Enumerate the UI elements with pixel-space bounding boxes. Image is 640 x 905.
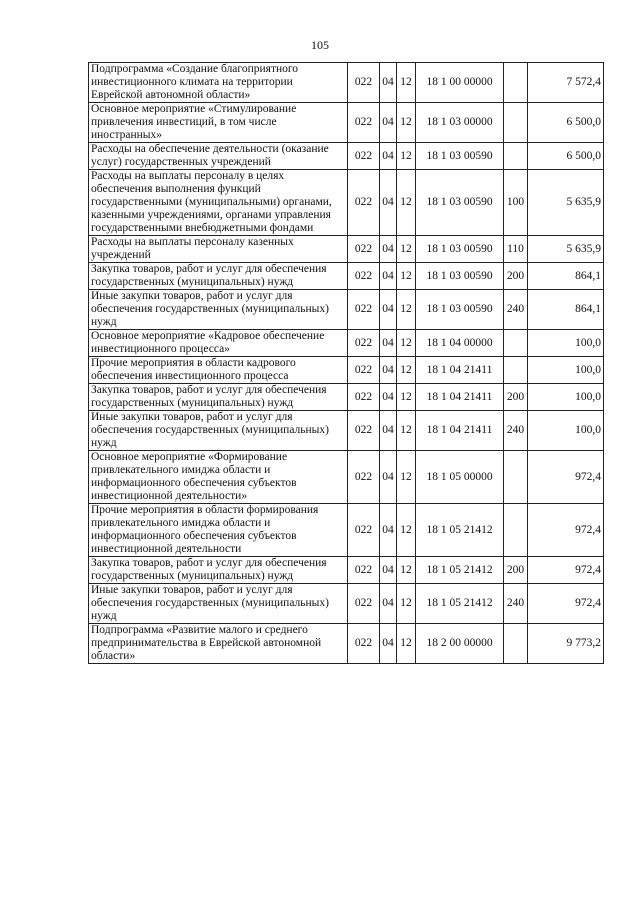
table-row [89, 584, 604, 624]
subsection-code-cell: 12 [397, 330, 416, 357]
expense-name-cell: Иные закупки товаров, работ и услуг для обеспечения государственных (муниципальных) нужд [89, 411, 348, 451]
expense-name-cell: Расходы на выплаты персоналу казенных учреждений [89, 236, 348, 263]
subsection-code-cell: 12 [397, 411, 416, 451]
expense-type-cell: 100 [504, 170, 528, 236]
expense-type-cell [504, 143, 528, 170]
expense-type-cell [504, 624, 528, 664]
table-row [89, 63, 604, 103]
expense-name-cell: Иные закупки товаров, работ и услуг для обеспечения государственных (муниципальных) нужд [89, 584, 348, 624]
subsection-code-cell: 12 [397, 63, 416, 103]
ministry-code-cell: 022 [348, 557, 380, 584]
amount-cell: 864,1 [528, 263, 604, 290]
amount-cell: 972,4 [528, 584, 604, 624]
expense-name-cell: Прочие мероприятия в области кадрового обеспечения инвестиционного процесса [89, 357, 348, 384]
amount-cell: 6 500,0 [528, 103, 604, 143]
amount-cell: 100,0 [528, 411, 604, 451]
expense-name-cell: Закупка товаров, работ и услуг для обеспечения государственных (муниципальных) нужд [89, 384, 348, 411]
ministry-code-cell: 022 [348, 624, 380, 664]
section-code-cell: 04 [380, 357, 397, 384]
target-article-cell: 18 1 00 00000 [416, 63, 504, 103]
amount-cell: 100,0 [528, 357, 604, 384]
table-row [89, 143, 604, 170]
ministry-code-cell: 022 [348, 584, 380, 624]
expense-type-cell: 240 [504, 290, 528, 330]
expense-name-cell: Закупка товаров, работ и услуг для обеспечения государственных (муниципальных) нужд [89, 263, 348, 290]
expense-type-cell: 240 [504, 411, 528, 451]
page-number: 105 [311, 38, 329, 52]
subsection-code-cell: 12 [397, 357, 416, 384]
ministry-code-cell: 022 [348, 411, 380, 451]
ministry-code-cell: 022 [348, 103, 380, 143]
expense-type-cell [504, 103, 528, 143]
amount-cell: 7 572,4 [528, 63, 604, 103]
subsection-code-cell: 12 [397, 504, 416, 557]
section-code-cell: 04 [380, 384, 397, 411]
section-code-cell: 04 [380, 170, 397, 236]
subsection-code-cell: 12 [397, 624, 416, 664]
expense-type-cell [504, 504, 528, 557]
expense-type-cell [504, 330, 528, 357]
target-article-cell: 18 2 00 00000 [416, 624, 504, 664]
expense-name-cell: Основное мероприятие «Формирование привлекательного имиджа области и информационного обеспечения субъектов инвестиционной деятельности» [89, 451, 348, 504]
budget-table-body [89, 63, 604, 664]
table-row [89, 263, 604, 290]
subsection-code-cell: 12 [397, 584, 416, 624]
table-row [89, 357, 604, 384]
ministry-code-cell: 022 [348, 143, 380, 170]
expense-type-cell: 200 [504, 557, 528, 584]
target-article-cell: 18 1 05 21412 [416, 557, 504, 584]
expense-type-cell [504, 357, 528, 384]
section-code-cell: 04 [380, 451, 397, 504]
expense-type-cell [504, 63, 528, 103]
subsection-code-cell: 12 [397, 557, 416, 584]
section-code-cell: 04 [380, 63, 397, 103]
expense-type-cell: 200 [504, 384, 528, 411]
section-code-cell: 04 [380, 143, 397, 170]
table-row [89, 290, 604, 330]
target-article-cell: 18 1 03 00590 [416, 236, 504, 263]
expense-name-cell: Прочие мероприятия в области формирования привлекательного имиджа области и информационного обеспечения субъектов инвестиционной деятельности [89, 504, 348, 557]
ministry-code-cell: 022 [348, 504, 380, 557]
target-article-cell: 18 1 04 21411 [416, 357, 504, 384]
ministry-code-cell: 022 [348, 384, 380, 411]
expense-name-cell: Расходы на обеспечение деятельности (оказание услуг) государственных учреждений [89, 143, 348, 170]
amount-cell: 100,0 [528, 330, 604, 357]
section-code-cell: 04 [380, 624, 397, 664]
amount-cell: 972,4 [528, 504, 604, 557]
section-code-cell: 04 [380, 330, 397, 357]
table-row [89, 103, 604, 143]
target-article-cell: 18 1 03 00590 [416, 290, 504, 330]
subsection-code-cell: 12 [397, 451, 416, 504]
amount-cell: 5 635,9 [528, 236, 604, 263]
subsection-code-cell: 12 [397, 263, 416, 290]
expense-name-cell: Иные закупки товаров, работ и услуг для обеспечения государственных (муниципальных) нужд [89, 290, 348, 330]
section-code-cell: 04 [380, 290, 397, 330]
target-article-cell: 18 1 05 21412 [416, 584, 504, 624]
table-row [89, 236, 604, 263]
amount-cell: 6 500,0 [528, 143, 604, 170]
target-article-cell: 18 1 04 00000 [416, 330, 504, 357]
expense-type-cell: 200 [504, 263, 528, 290]
table-row [89, 451, 604, 504]
amount-cell: 972,4 [528, 451, 604, 504]
expense-type-cell: 110 [504, 236, 528, 263]
section-code-cell: 04 [380, 557, 397, 584]
amount-cell: 5 635,9 [528, 170, 604, 236]
target-article-cell: 18 1 03 00590 [416, 143, 504, 170]
section-code-cell: 04 [380, 504, 397, 557]
ministry-code-cell: 022 [348, 170, 380, 236]
section-code-cell: 04 [380, 263, 397, 290]
section-code-cell: 04 [380, 584, 397, 624]
target-article-cell: 18 1 03 00590 [416, 263, 504, 290]
target-article-cell: 18 1 04 21411 [416, 384, 504, 411]
ministry-code-cell: 022 [348, 263, 380, 290]
expense-type-cell [504, 451, 528, 504]
ministry-code-cell: 022 [348, 330, 380, 357]
target-article-cell: 18 1 03 00000 [416, 103, 504, 143]
table-row [89, 170, 604, 236]
subsection-code-cell: 12 [397, 290, 416, 330]
amount-cell: 972,4 [528, 557, 604, 584]
target-article-cell: 18 1 03 00590 [416, 170, 504, 236]
section-code-cell: 04 [380, 236, 397, 263]
amount-cell: 9 773,2 [528, 624, 604, 664]
table-row [89, 624, 604, 664]
target-article-cell: 18 1 05 21412 [416, 504, 504, 557]
table-row [89, 411, 604, 451]
expense-name-cell: Основное мероприятие «Стимулирование привлечения инвестиций, в том числе иностранных» [89, 103, 348, 143]
target-article-cell: 18 1 05 00000 [416, 451, 504, 504]
subsection-code-cell: 12 [397, 103, 416, 143]
ministry-code-cell: 022 [348, 63, 380, 103]
ministry-code-cell: 022 [348, 357, 380, 384]
expense-name-cell: Расходы на выплаты персоналу в целях обеспечения выполнения функций государственными (муниципальными) органами, казенными учреждениями, органами управления государственными внебюджетными фондами [89, 170, 348, 236]
ministry-code-cell: 022 [348, 290, 380, 330]
subsection-code-cell: 12 [397, 170, 416, 236]
ministry-code-cell: 022 [348, 236, 380, 263]
expense-name-cell: Подпрограмма «Создание благоприятного инвестиционного климата на территории Еврейской автономной области» [89, 63, 348, 103]
subsection-code-cell: 12 [397, 384, 416, 411]
table-row [89, 330, 604, 357]
section-code-cell: 04 [380, 103, 397, 143]
subsection-code-cell: 12 [397, 236, 416, 263]
subsection-code-cell: 12 [397, 143, 416, 170]
table-row [89, 504, 604, 557]
table-row [89, 557, 604, 584]
budget-table [88, 62, 604, 664]
amount-cell: 864,1 [528, 290, 604, 330]
amount-cell: 100,0 [528, 384, 604, 411]
target-article-cell: 18 1 04 21411 [416, 411, 504, 451]
expense-name-cell: Основное мероприятие «Кадровое обеспечение инвестиционного процесса» [89, 330, 348, 357]
expense-name-cell: Подпрограмма «Развитие малого и среднего предпринимательства в Еврейской автономной области» [89, 624, 348, 664]
section-code-cell: 04 [380, 411, 397, 451]
expense-name-cell: Закупка товаров, работ и услуг для обеспечения государственных (муниципальных) нужд [89, 557, 348, 584]
expense-type-cell: 240 [504, 584, 528, 624]
table-row [89, 384, 604, 411]
ministry-code-cell: 022 [348, 451, 380, 504]
